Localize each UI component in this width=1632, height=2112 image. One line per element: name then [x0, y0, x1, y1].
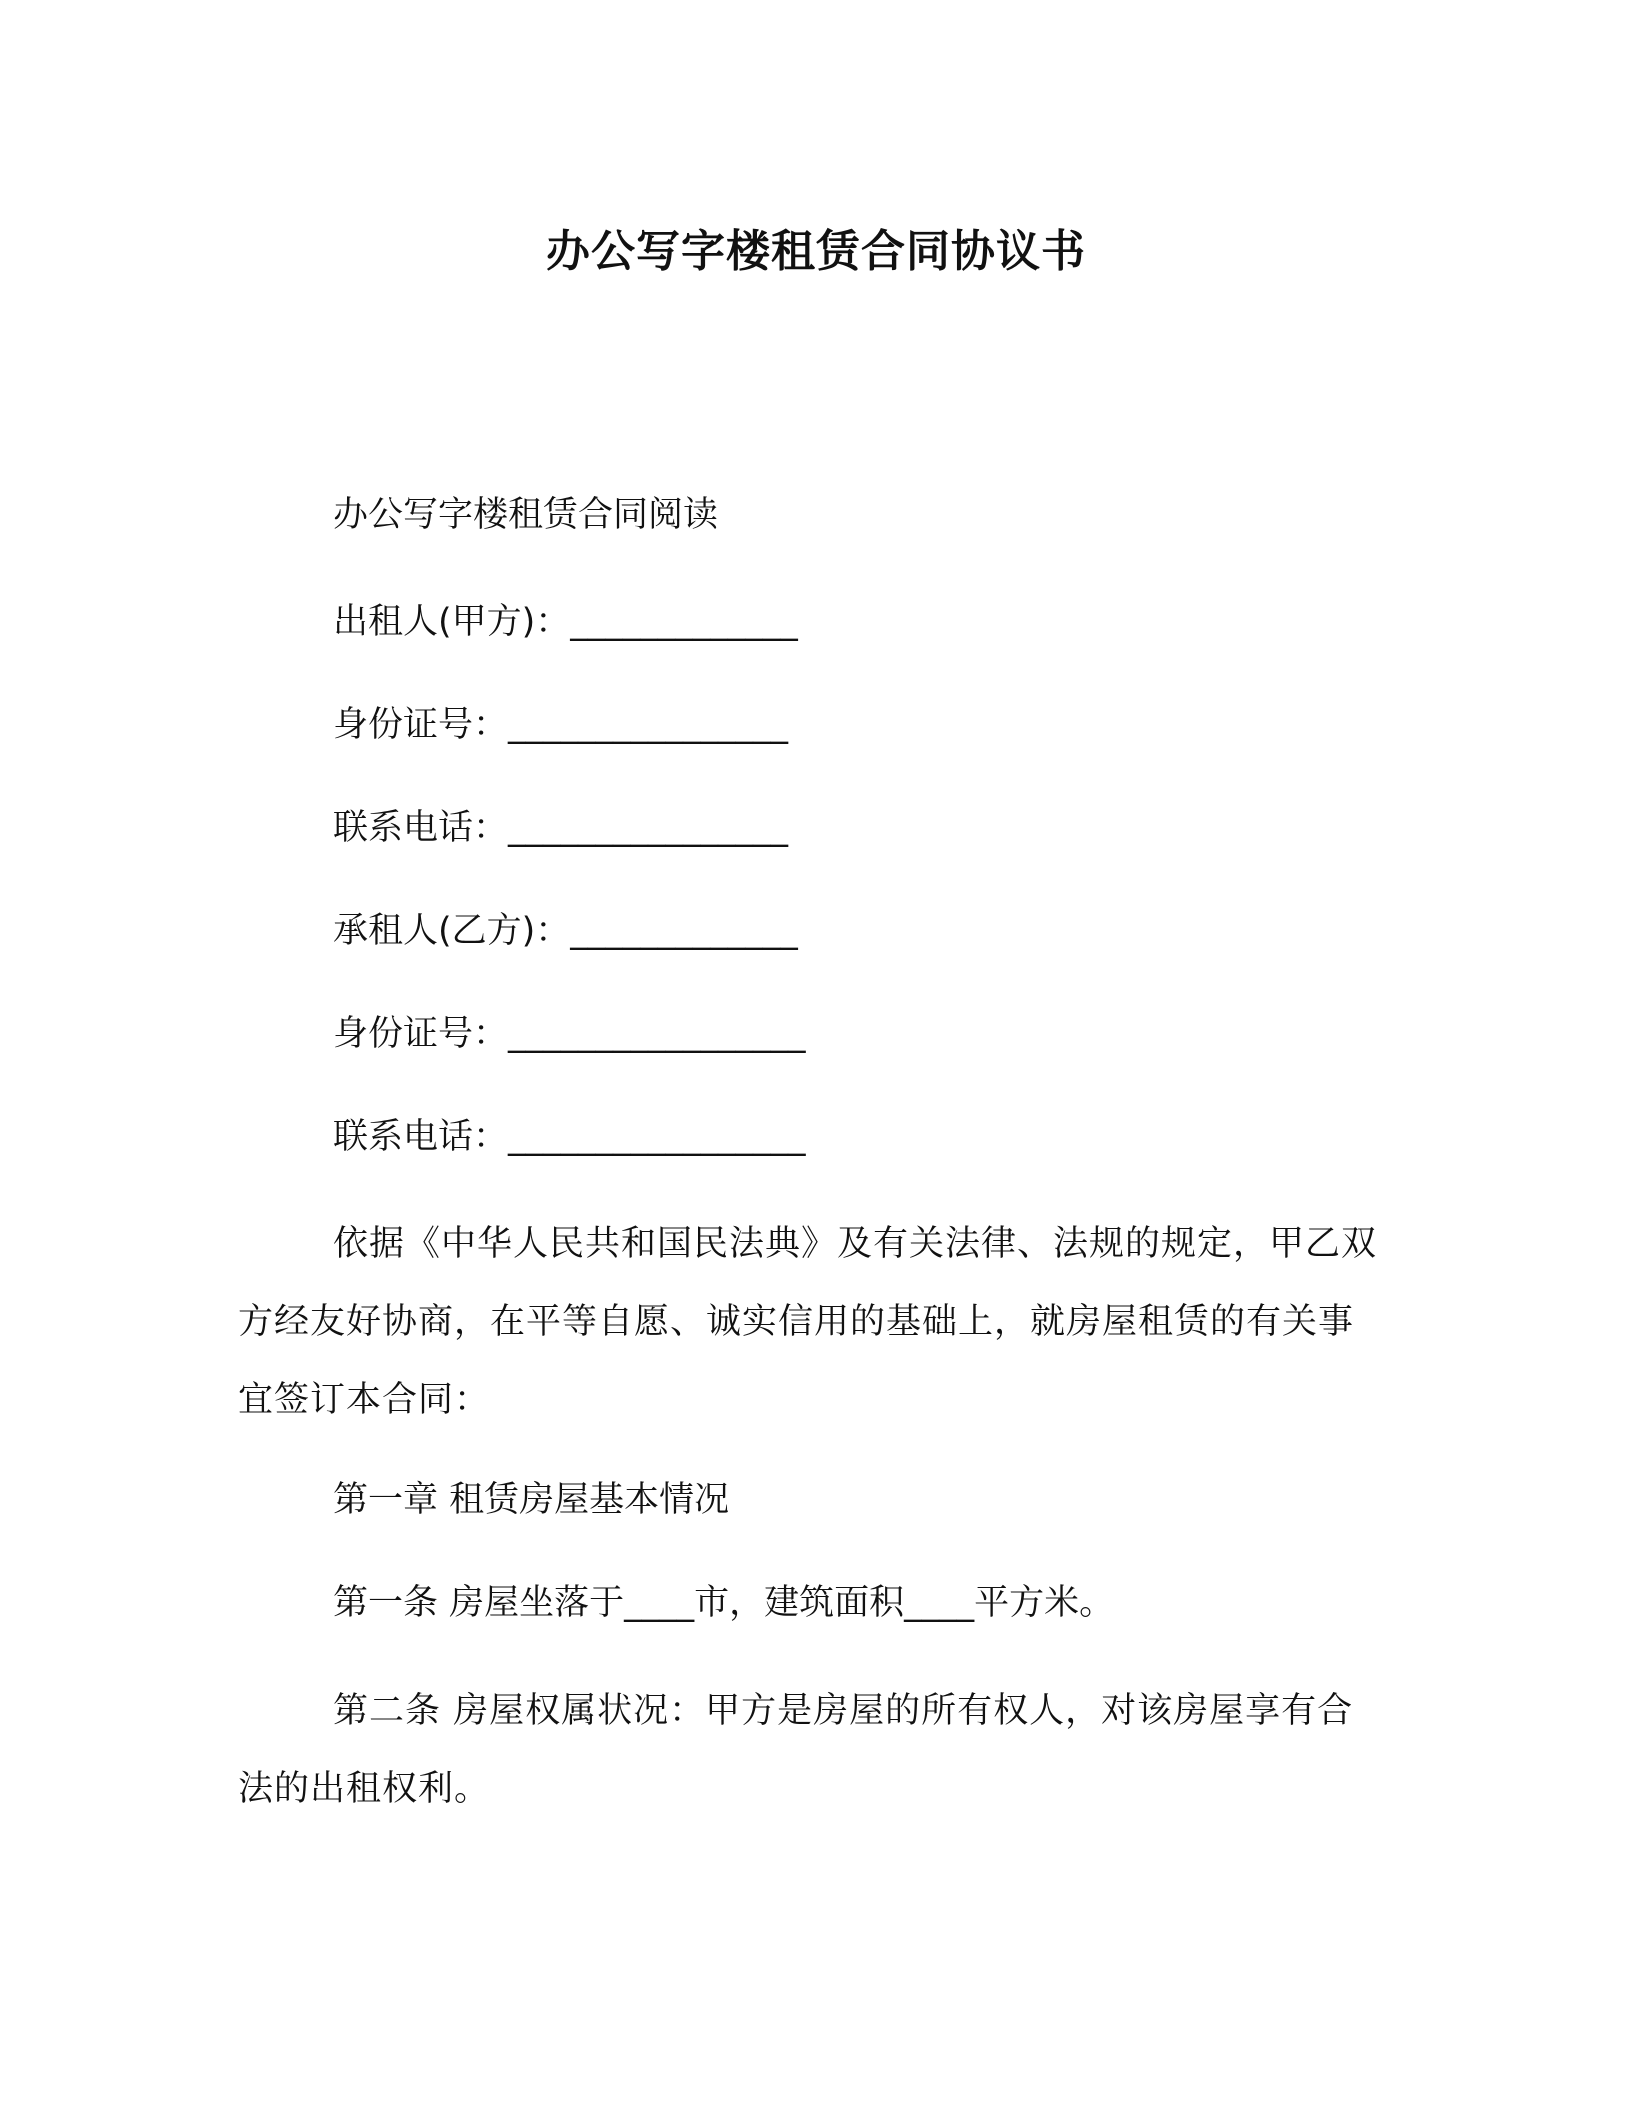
document-subtitle: 办公写字楼租赁合同阅读: [333, 495, 719, 535]
document-title: 办公写字楼租赁合同协议书: [546, 226, 1086, 277]
lessee-name-field: 承租人(乙方)：_____________: [333, 911, 798, 951]
lessee-phone-field: 联系电话：_________________: [333, 1117, 806, 1157]
lessee-id-field: 身份证号：_________________: [333, 1014, 806, 1054]
intro-paragraph: 依据《中华人民共和国民法典》及有关法律、法规的规定，甲乙双方经友好协商，在平等自愿、诚实信用的基础上，就房屋租赁的有关事宜签订本合同：: [238, 1224, 1378, 1420]
article-2: 第二条 房屋权属状况：甲方是房屋的所有权人，对该房屋享有合法的出租权利。: [238, 1691, 1354, 1809]
chapter-heading: 第一章 租赁房屋基本情况: [333, 1480, 730, 1520]
lessor-phone-field: 联系电话：________________: [333, 808, 789, 848]
lessor-id-field: 身份证号：________________: [333, 705, 789, 745]
article-1: 第一条 房屋坐落于____市，建筑面积____平方米。: [333, 1583, 1115, 1623]
lessor-name-field: 出租人(甲方)：_____________: [333, 602, 798, 642]
